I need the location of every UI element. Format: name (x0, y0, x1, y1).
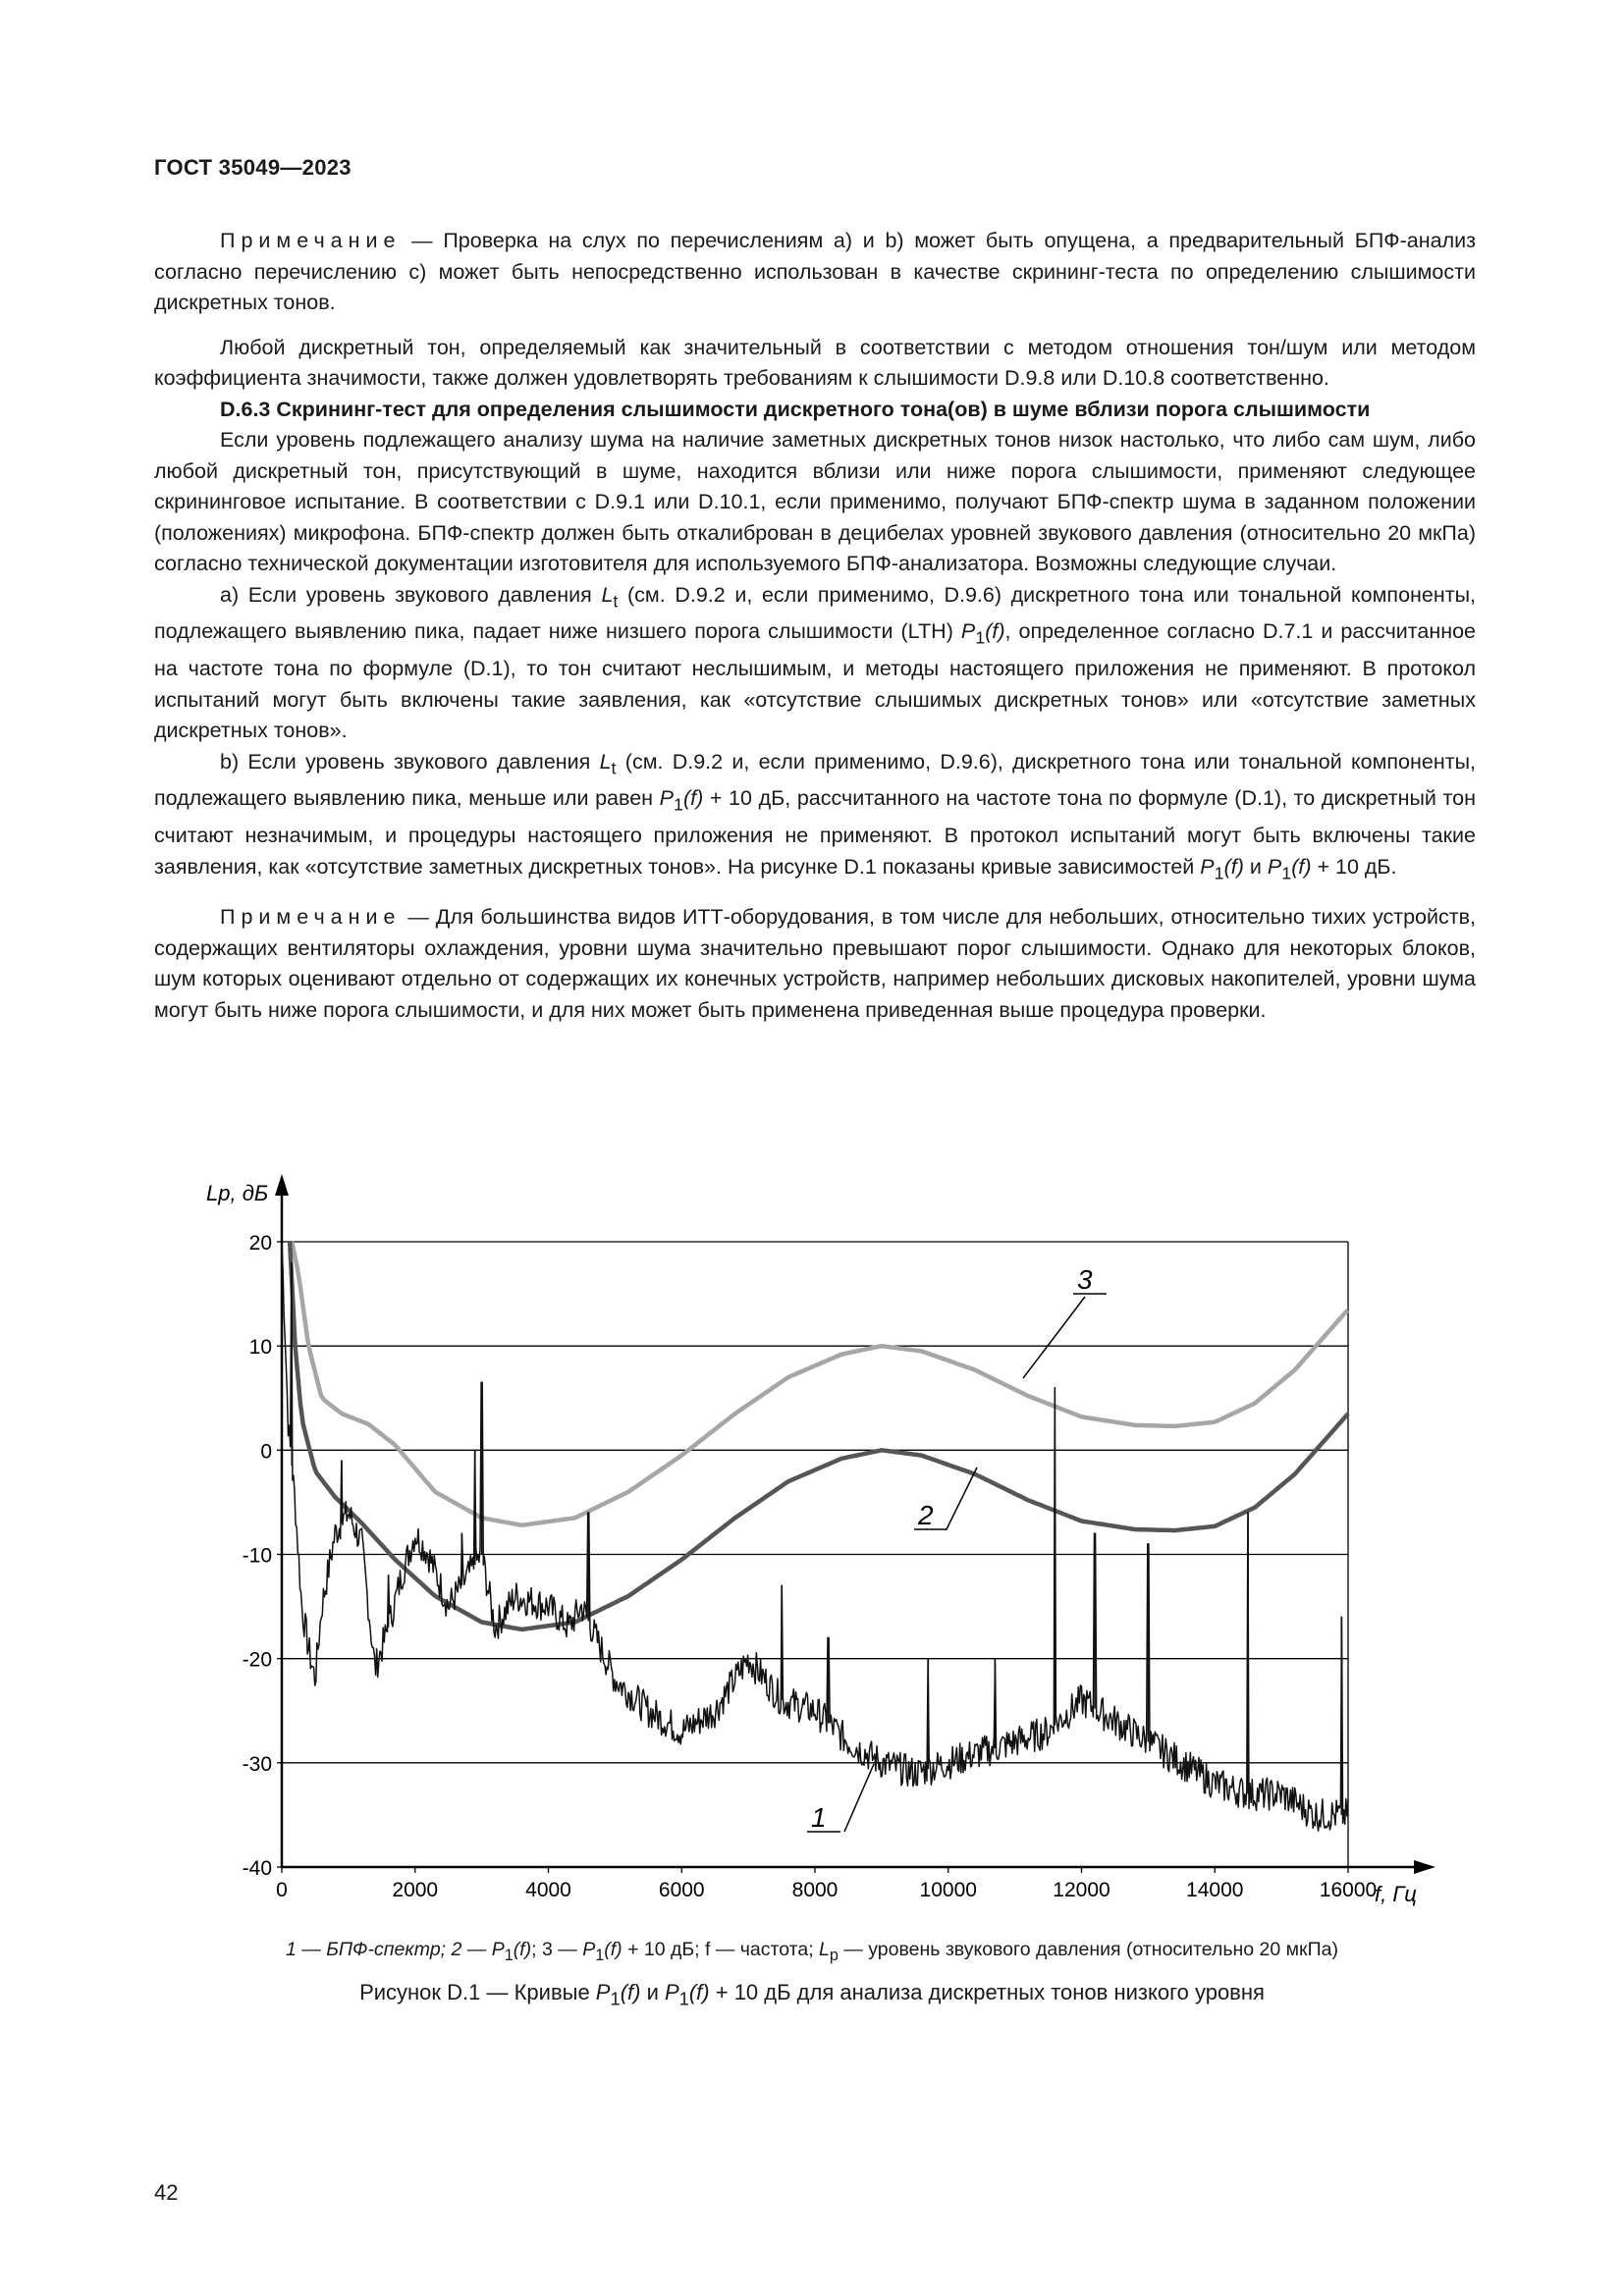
x-tick-label: 8000 (791, 1879, 839, 1901)
x-tick-label: 16000 (1319, 1879, 1378, 1901)
series-3-curve (292, 1242, 1347, 1525)
y-axis-arrow (275, 1174, 289, 1196)
figure-legend: 1 — БПФ-спектр; 2 — $P_1(f)$; 3 — $P_1(f) + 10$ дБ; f — частота; $L_p$ — уровень звукового давления (относительно 20 мкПа) (286, 1939, 1338, 1964)
page-number: 42 (154, 2180, 179, 2205)
x-tick-label: 4000 (525, 1879, 571, 1901)
figure-title: Рисунок D.1 — Кривые $P_1(f)$ и $P_1(f) + 10$ дБ для анализа дискретных тонов низкого уровня (359, 1980, 1265, 2009)
section-heading: D.6.3 Скрининг-тест для определения слышимости дискретного тона(ов) в шуме вблизи порога слышимости (220, 397, 1371, 421)
y-axis-label: Lp, дБ (206, 1181, 269, 1205)
note-text: — Проверка на слух по перечислениям a) и b) может быть опущена, а предварительный БПФ-анализ согласно перечислению c) может быть непосредственно использован в качестве скрининг-теста по определению слышимости дискретных тонов. (154, 229, 1476, 314)
document-header: ГОСТ 35049—2023 (154, 155, 352, 180)
list-item-a: a) Если уровень звукового давления $L_t$ (см. D.9.2 и, если применимо, D.9.6) дискретного тона или тональной компоненты, подлежащего выявлению пика, падает ниже низшего порога слышимости (LTH) $P_1(f)$, определенное согласно D.7.1 и рассчитанное на частоте тона по формуле (D.1), то тон считают неслышимым, и методы настоящего приложения не применяют. В протокол испытаний могут быть включены такие заявления, как «отсутствие слышимых дискретных тонов» или «отсутствие заметных дискретных тонов». (154, 582, 1477, 743)
x-tick-label: 10000 (919, 1879, 977, 1901)
y-tick-label: -40 (242, 1857, 272, 1880)
x-tick-label: 2000 (392, 1879, 439, 1901)
x-axis-label: f, Гц (1375, 1882, 1417, 1906)
series-1-spectrum (282, 1242, 1348, 1831)
series-2-curve (290, 1242, 1348, 1629)
x-tick-label: 6000 (658, 1879, 705, 1901)
x-tick-label: 14000 (1186, 1879, 1244, 1901)
annotation-leader-2 (947, 1468, 977, 1529)
chart-series (282, 1242, 1348, 1831)
y-tick-label: 10 (248, 1336, 272, 1360)
paragraph: Если уровень подлежащего анализу шума на наличие заметных дискретных тонов низок настолько, что либо сам шум, либо любой дискретный тон, присутствующий в шуме, находится вблизи или ниже порога слышимости, применяют следующее скрининговое испытание. В соответствии с D.9.1 или D.10.1, если применимо, получают БПФ-спектр шума в заданном положении (положениях) микрофона. БПФ-спектр должен быть откалиброван в децибелах уровней звукового давления (относительно 20 мкПа) согласно технической документации изготовителя для используемого БПФ-анализатора. Возможны следующие случаи. (154, 428, 1476, 575)
list-item-b: b) Если уровень звукового давления $L_t$ (см. D.9.2 и, если применимо, D.9.6), дискретного тона или тональной компоненты, подлежащего выявлению пика, меньше или равен $P_1(f) + 10$ дБ, рассчитанного на частоте тона по формуле (D.1), то дискретный тон считают незначимым, и процедуры настоящего приложения не применяют. В протокол испытаний могут быть включены такие заявления, как «отсутствие заметных дискретных тонов». На рисунке D.1 показаны кривые зависимостей $P_1(f)$ и $P_1(f) + 10$ дБ. (154, 749, 1476, 882)
annotation-leader-3 (1023, 1297, 1085, 1378)
annotation-label-3: 3 (1077, 1264, 1093, 1295)
y-tick-label: -30 (242, 1752, 272, 1776)
y-tick-label: -10 (242, 1544, 272, 1568)
note-label: Примечание (220, 905, 402, 930)
annotation-label-1: 1 (811, 1802, 827, 1833)
note-label: Примечание (220, 229, 402, 252)
x-tick-label: 12000 (1053, 1879, 1110, 1901)
note-text: — Для большинства видов ИТТ-оборудования, в том числе для небольших, относительно тихих устройств, содержащих вентиляторы охлаждения, уровни шума значительно превышают порог слышимости. Однако для некоторых блоков, шум которых оценивают отдельно от содержащих их конечных устройств, например небольших дисковых накопителей, уровни шума могут быть ниже порога слышимости, и для них может быть применена приведенная выше процедура проверки. (154, 905, 1476, 1022)
x-axis-arrow (1414, 1860, 1435, 1874)
y-tick-label: 20 (248, 1232, 272, 1255)
y-tick-label: 0 (260, 1440, 272, 1464)
x-tick-label: 0 (276, 1879, 288, 1901)
annotation-leader-1 (844, 1764, 874, 1832)
chart-ticks (243, 1232, 1378, 1901)
y-tick-label: -20 (242, 1648, 272, 1672)
chart-axes (275, 1174, 1435, 1874)
annotation-label-2: 2 (918, 1500, 934, 1530)
paragraph: Любой дискретный тон, определяемый как значительный в соответствии с методом отношения тон/шум или методом коэффициента значимости, также должен удовлетворять требованиям к слышимости D.9.8 или D.10.8 соответственно. (154, 335, 1476, 390)
